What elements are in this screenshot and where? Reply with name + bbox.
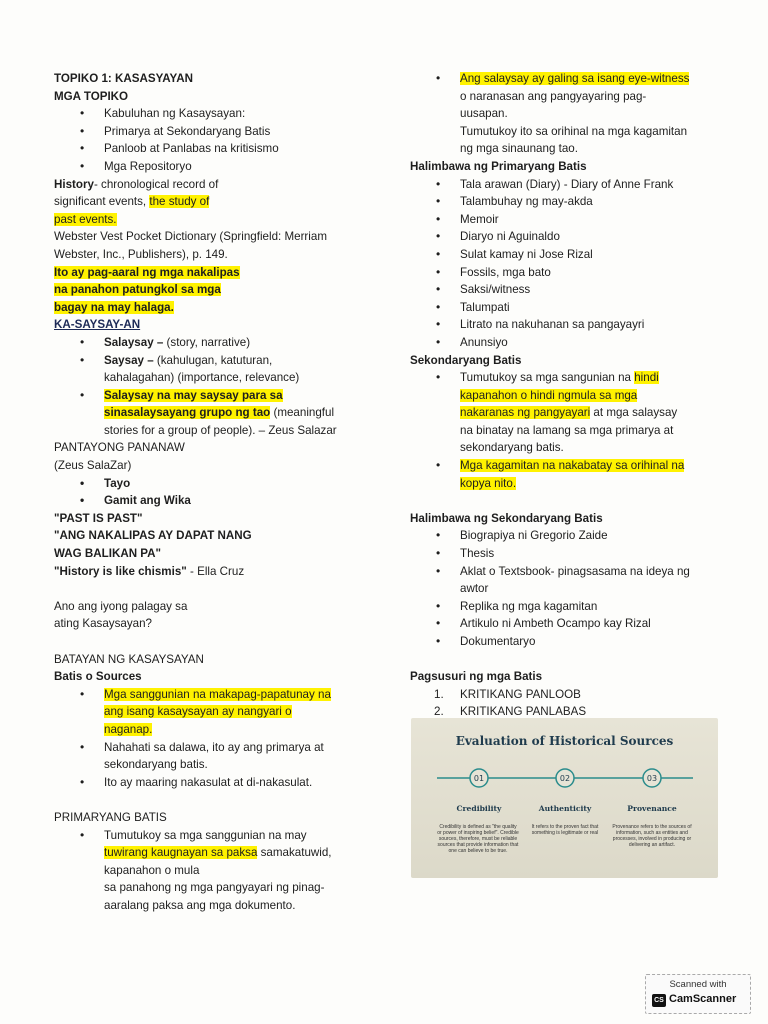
highlight: Mga sanggunian na makapag-papatunay na bbox=[104, 687, 331, 701]
list-item-cont: at mga salaysay bbox=[590, 406, 678, 420]
list-item-cont: Tumutukoy ito sa orihinal na mga kagamitan bbox=[460, 124, 688, 138]
citation: Webster, Inc., Publishers), p. 149. bbox=[54, 247, 228, 261]
pantayong-heading: PANTAYONG PANANAW bbox=[54, 441, 185, 455]
list-item: • Mga Repositoryo bbox=[54, 158, 369, 176]
primaryang-heading: PRIMARYANG BATIS bbox=[54, 810, 167, 824]
list-item: • Sulat kamay ni Jose Rizal bbox=[410, 246, 720, 264]
step-number: 02 bbox=[559, 774, 571, 783]
quote: WAG BALIKAN PA" bbox=[54, 547, 162, 561]
list-item bbox=[54, 334, 369, 352]
list-item-cont: ng mga sinaunang tao. bbox=[460, 142, 578, 156]
item-text: KRITIKANG PANLOOB bbox=[460, 687, 581, 701]
list-item: • Tayo bbox=[54, 475, 369, 493]
list-item: • Thesis bbox=[410, 545, 720, 563]
highlight: Salaysay na may saysay para sa bbox=[104, 388, 283, 402]
list-item-cont: uusapan. bbox=[460, 107, 508, 121]
list-item: • Kabuluhan ng Kasaysayan: bbox=[54, 105, 369, 123]
step-label: Credibility bbox=[456, 804, 502, 813]
step-label: Authenticity bbox=[538, 804, 592, 813]
list-item-cont: aaralang paksa ang mga dokumento. bbox=[104, 898, 296, 912]
highlight: past events. bbox=[54, 212, 117, 226]
highlight: naganap. bbox=[104, 722, 153, 736]
step-description: Credibility is defined as "the quality or power of inspiring belief". Credible sources, therefore, must be reliable sources that provide information that one can believe to be true. bbox=[437, 824, 519, 854]
list-item: • Dokumentaryo bbox=[410, 633, 720, 651]
chismis-line bbox=[54, 563, 369, 581]
definition: kahalagahan) (importance, relevance) bbox=[104, 371, 300, 385]
list-item: • Tumutukoy sa mga sanggunian na may bbox=[54, 827, 369, 845]
definition: (kahulugan, katuturan, bbox=[153, 353, 273, 367]
camscanner-brand: CamScanner bbox=[669, 993, 737, 1005]
highlight: Ang salaysay ay galing sa isang eye-witness bbox=[460, 72, 690, 85]
list-item bbox=[410, 70, 720, 88]
left-column bbox=[54, 70, 369, 915]
halimbawa-primarya-heading: Halimbawa ng Primaryang Batis bbox=[410, 159, 587, 173]
camscanner-logo-icon: CS bbox=[652, 994, 666, 1007]
numbered-item bbox=[410, 686, 720, 704]
term: Salaysay – bbox=[104, 335, 164, 349]
list-item bbox=[410, 457, 720, 475]
step-description: Provenance refers to the sources of information, such as entities and processes, involved in producing or delivering an artifact. bbox=[612, 824, 692, 848]
batis-heading: Batis o Sources bbox=[54, 670, 142, 684]
evaluation-figure bbox=[411, 718, 718, 878]
list-item: • Saksi/witness bbox=[410, 281, 720, 299]
term: Saysay – bbox=[104, 353, 154, 367]
list-item-cont: kapanahon o mula bbox=[104, 863, 200, 877]
scanned-with-text: Scanned with bbox=[669, 979, 727, 990]
list-item: • Anunsiyo bbox=[410, 334, 720, 352]
quote-author: - Ella Cruz bbox=[186, 564, 245, 578]
item-number: 2. bbox=[434, 705, 444, 719]
highlight: ang isang kasaysayan ay nangyari o bbox=[104, 705, 292, 719]
quote: "ANG NAKALIPAS AY DAPAT NANG bbox=[54, 529, 252, 543]
list-item: • Ito ay maaring nakasulat at di-nakasulat. bbox=[54, 774, 369, 792]
highlight: tuwirang kaugnayan sa paksa bbox=[104, 846, 258, 860]
list-item: • Biograpiya ni Gregorio Zaide bbox=[410, 527, 720, 545]
item-text: KRITIKANG PANLABAS bbox=[460, 705, 587, 719]
list-item: • Panloob at Panlabas na kritisismo bbox=[54, 140, 369, 158]
step-circle-3 bbox=[643, 769, 661, 787]
highlight: kapanahon o hindi ngmula sa mga bbox=[460, 388, 638, 402]
step-number: 01 bbox=[473, 774, 485, 783]
mga-topiko-heading: MGA TOPIKO bbox=[54, 89, 129, 103]
history-def-text: significant events, bbox=[54, 195, 150, 209]
right-column bbox=[410, 70, 720, 721]
ka-saysay-an-heading: KA-SAYSAY-AN bbox=[54, 318, 141, 332]
step-circle-2 bbox=[556, 769, 574, 787]
definition: (story, narrative) bbox=[163, 335, 251, 349]
list-item-cont: na binatay na lamang sa mga primarya at bbox=[460, 423, 674, 437]
list-item-cont: sekondaryang batis. bbox=[104, 758, 208, 772]
list-item-cont: sa panahong ng mga pangyayari ng pinag- bbox=[104, 881, 325, 895]
highlight: na panahon patungkol sa mga bbox=[54, 283, 221, 297]
step-description: It refers to the proven fact that something is legitimate or real bbox=[531, 824, 599, 836]
list-item: • Fossils, mga bato bbox=[410, 264, 720, 282]
pagsusuri-heading: Pagsusuri ng mga Batis bbox=[410, 670, 543, 684]
figure-title: Evaluation of Historical Sources bbox=[455, 734, 674, 748]
list-item bbox=[54, 686, 369, 704]
list-item: • Diaryo ni Aguinaldo bbox=[410, 228, 720, 246]
timeline-graphic bbox=[411, 718, 718, 878]
question: Ano ang iyong palagay sa bbox=[54, 599, 188, 613]
step-number: 03 bbox=[646, 774, 658, 783]
list-item: • Talumpati bbox=[410, 299, 720, 317]
list-item-cont: o naranasan ang pangyayaring pag- bbox=[460, 89, 647, 103]
history-definition-line2 bbox=[54, 193, 369, 211]
citation: Webster Vest Pocket Dictionary (Springfield: Merriam bbox=[54, 230, 327, 244]
list-item: • Talambuhay ng may-akda bbox=[410, 193, 720, 211]
zeus-note: (Zeus SalaZar) bbox=[54, 459, 132, 473]
list-item: • Litrato na nakuhanan sa pangayayri bbox=[410, 316, 720, 334]
list-item: • Memoir bbox=[410, 211, 720, 229]
list-item bbox=[410, 369, 720, 387]
quote: "History is like chismis" bbox=[54, 564, 187, 578]
list-item: • Artikulo ni Ambeth Ocampo kay Rizal bbox=[410, 615, 720, 633]
list-item: • Tala arawan (Diary) - Diary of Anne Frank bbox=[410, 176, 720, 194]
camscanner-stamp bbox=[645, 974, 751, 1014]
highlight: Mga kagamitan na nakabatay sa orihinal na bbox=[460, 459, 685, 473]
history-term: History bbox=[54, 177, 94, 191]
list-item-text: Tumutukoy sa mga sangunian na bbox=[460, 371, 635, 385]
list-item bbox=[54, 387, 369, 405]
history-definition bbox=[54, 176, 369, 194]
history-def-text: - chronological record of bbox=[93, 177, 219, 191]
list-item: • Gamit ang Wika bbox=[54, 492, 369, 510]
highlight: sinasalaysayang grupo ng tao bbox=[104, 406, 271, 420]
list-item: • Nahahati sa dalawa, ito ay ang primarya at bbox=[54, 739, 369, 757]
highlight: Ito ay pag-aaral ng mga nakalipas bbox=[54, 265, 240, 279]
highlight: hindi bbox=[634, 371, 659, 385]
highlight: bagay na may halaga. bbox=[54, 300, 174, 314]
definition: stories for a group of people). – Zeus Salazar bbox=[104, 423, 337, 437]
definition: (meaningful bbox=[270, 406, 335, 420]
highlight: kopya nito. bbox=[460, 476, 517, 490]
list-item: • Primarya at Sekondaryang Batis bbox=[54, 123, 369, 141]
item-number: 1. bbox=[434, 687, 444, 701]
list-item: • Replika ng mga kagamitan bbox=[410, 598, 720, 616]
halimbawa-sekondarya-heading: Halimbawa ng Sekondaryang Batis bbox=[410, 511, 603, 525]
question: ating Kasaysayan? bbox=[54, 617, 152, 631]
sekondaryang-heading: Sekondaryang Batis bbox=[410, 353, 522, 367]
list-item-cont: sekondaryang batis. bbox=[460, 441, 564, 455]
highlight: nakaranas ng pangyayari bbox=[460, 406, 591, 420]
list-item-cont: samakatuwid, bbox=[257, 846, 332, 860]
topic-title: TOPIKO 1: KASASYAYAN bbox=[54, 72, 193, 85]
step-label: Provenance bbox=[627, 804, 677, 813]
list-item: • Aklat o Textsbook- pinagsasama na ideya ng bbox=[410, 563, 720, 581]
list-item bbox=[54, 352, 369, 370]
highlight: the study of bbox=[149, 195, 210, 209]
quote: "PAST IS PAST" bbox=[54, 511, 143, 525]
step-circle-1 bbox=[470, 769, 488, 787]
list-item-cont: awtor bbox=[460, 582, 489, 596]
batayan-heading: BATAYAN NG KASAYSAYAN bbox=[54, 652, 204, 666]
